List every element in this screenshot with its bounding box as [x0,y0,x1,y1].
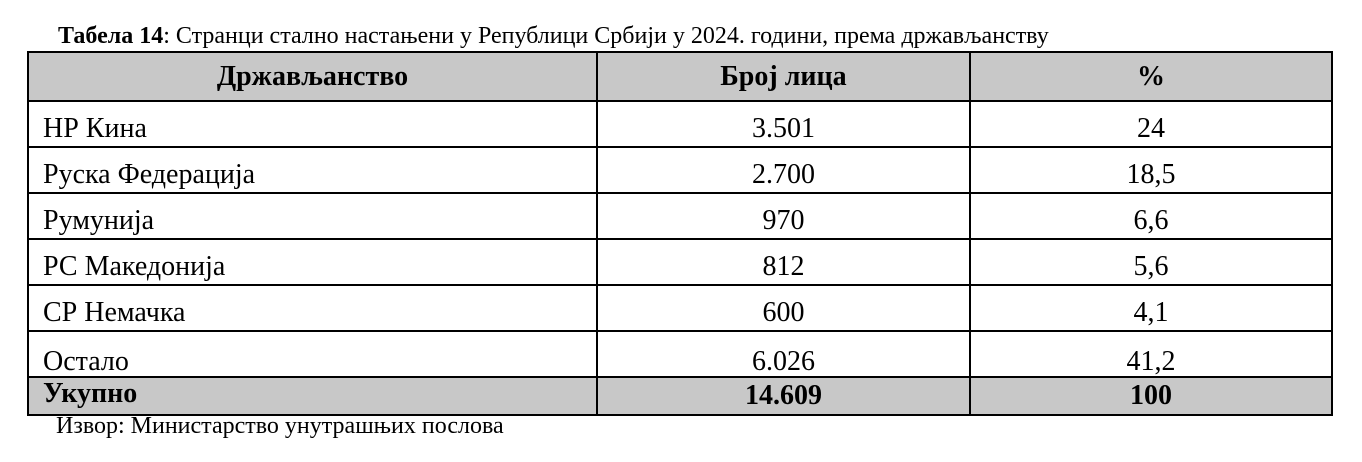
row-count: 970 [597,193,970,239]
row-country: СР Немачка [28,285,597,331]
row-percent: 4,1 [970,285,1332,331]
total-percent: 100 [970,377,1332,415]
citizenship-table [27,51,1333,416]
table-row [28,331,1332,377]
row-country: Руска Федерација [28,147,597,193]
table-row [28,239,1332,285]
row-country: Остало [28,331,597,377]
row-percent: 18,5 [970,147,1332,193]
header-row [28,52,1332,101]
header-percent: % [970,52,1332,101]
row-percent: 24 [970,101,1332,147]
header-count: Број лица [597,52,970,101]
total-label: Укупно [28,377,597,415]
row-country: Румунија [28,193,597,239]
table-row [28,193,1332,239]
row-count: 2.700 [597,147,970,193]
row-percent: 5,6 [970,239,1332,285]
header-citizenship: Држављанство [28,52,597,101]
table-title: : Странци стално настањени у Републици Србији у 2024. години, према држављанству [163,23,1049,49]
total-row [28,377,1332,415]
source-note: Извор: Министарство унутрашњих послова [56,413,504,439]
row-count: 600 [597,285,970,331]
row-percent: 6,6 [970,193,1332,239]
row-count: 3.501 [597,101,970,147]
row-percent: 41,2 [970,331,1332,377]
table-row [28,147,1332,193]
table-row [28,101,1332,147]
row-count: 812 [597,239,970,285]
row-country: РС Македонија [28,239,597,285]
row-count: 6.026 [597,331,970,377]
row-country: НР Кина [28,101,597,147]
table-row [28,285,1332,331]
table-number-label: Табела 14 [58,23,164,49]
total-count: 14.609 [597,377,970,415]
table-caption [58,22,1049,50]
